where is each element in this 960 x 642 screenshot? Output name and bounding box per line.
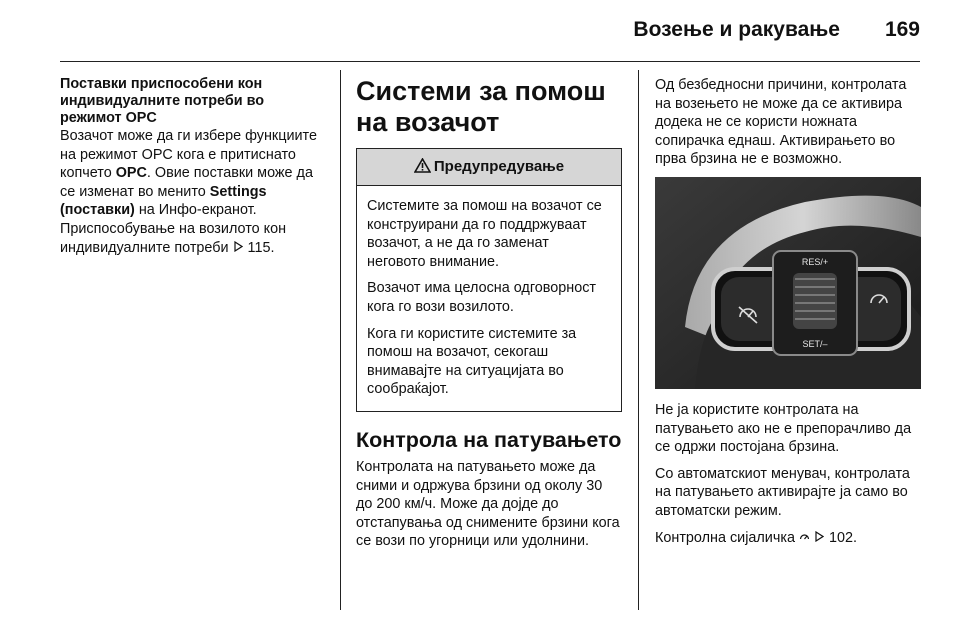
warning-text-2: Возачот има целосна одговорност кога го вози возилото. [367, 280, 596, 315]
indicator-paragraph: Контролна сијаличка 102. [655, 529, 857, 546]
cruise-control-icon [799, 529, 810, 548]
column-2 [356, 76, 622, 559]
cross-reference-arrow-icon [814, 529, 825, 548]
cross-reference-arrow-icon [233, 239, 244, 258]
column-1 [60, 76, 324, 265]
warning-header [357, 149, 621, 186]
warning-title: Предупредување [433, 158, 565, 175]
steering-wheel-controls-image [655, 177, 921, 389]
page-reference[interactable]: 115. [247, 239, 275, 256]
column-divider-1 [340, 70, 341, 610]
automatic-transmission-paragraph: Со автоматскиот менувач, контролата на патувањето активирајте ја само во автоматски режим. [655, 465, 910, 519]
column-3 [655, 76, 923, 555]
page-header [60, 18, 920, 48]
warning-text-1: Системите за помош на возачот се конструирани да го поддржуваат возачот, а не да го заменат неговото внимание. [367, 198, 602, 270]
opc-settings-paragraph: Возачот може да ги избере функциите на режимот OPC кога е притиснато копчето OPC. Овие поставки може да се изменат во менито Settings (поставки) на Инфо-екранот. Приспособување на возилото кон индивидуалните потреби 115. [60, 128, 317, 256]
page-number: 169 [884, 18, 920, 41]
safety-paragraph: Од безбедносни причини, контролата на возењето не може да се активира додека не се користи ножната сопирачка еднаш. Активирањето во прва брзина не е возможно. [655, 77, 907, 168]
warning-body [357, 186, 621, 411]
cruise-control-heading: Контрола на патувањето [356, 427, 622, 452]
warning-text-3: Кога ги користите системите за помош на возачот, секогаш внимавајте на ситуацијата во сообраќајот. [367, 325, 577, 398]
set-minus-label: SET/– [802, 338, 828, 349]
header-title: Возење и ракување [633, 18, 840, 41]
column-divider-2 [638, 70, 639, 610]
cruise-control-paragraph: Контролата на патувањето може да сними и одржува брзини од околу 30 до 200 км/ч. Може да дојде до отстапувања од снимените брзини кога се вози по угорници или удолнини. [356, 458, 620, 550]
page-reference[interactable]: 102. [828, 529, 857, 546]
usage-warning-paragraph: Не ја користите контролата на патувањето ако не е препорачливо да се одржи постојана брзина. [655, 401, 912, 456]
header-divider [60, 61, 920, 62]
res-plus-label: RES/+ [801, 256, 829, 267]
driver-assistance-title: Системи за помош на возачот [356, 76, 606, 137]
warning-triangle-icon [414, 151, 431, 187]
warning-box [356, 148, 622, 412]
opc-settings-heading: Поставки приспособени кон индивидуалните потреби во режимот OPC [60, 76, 265, 126]
